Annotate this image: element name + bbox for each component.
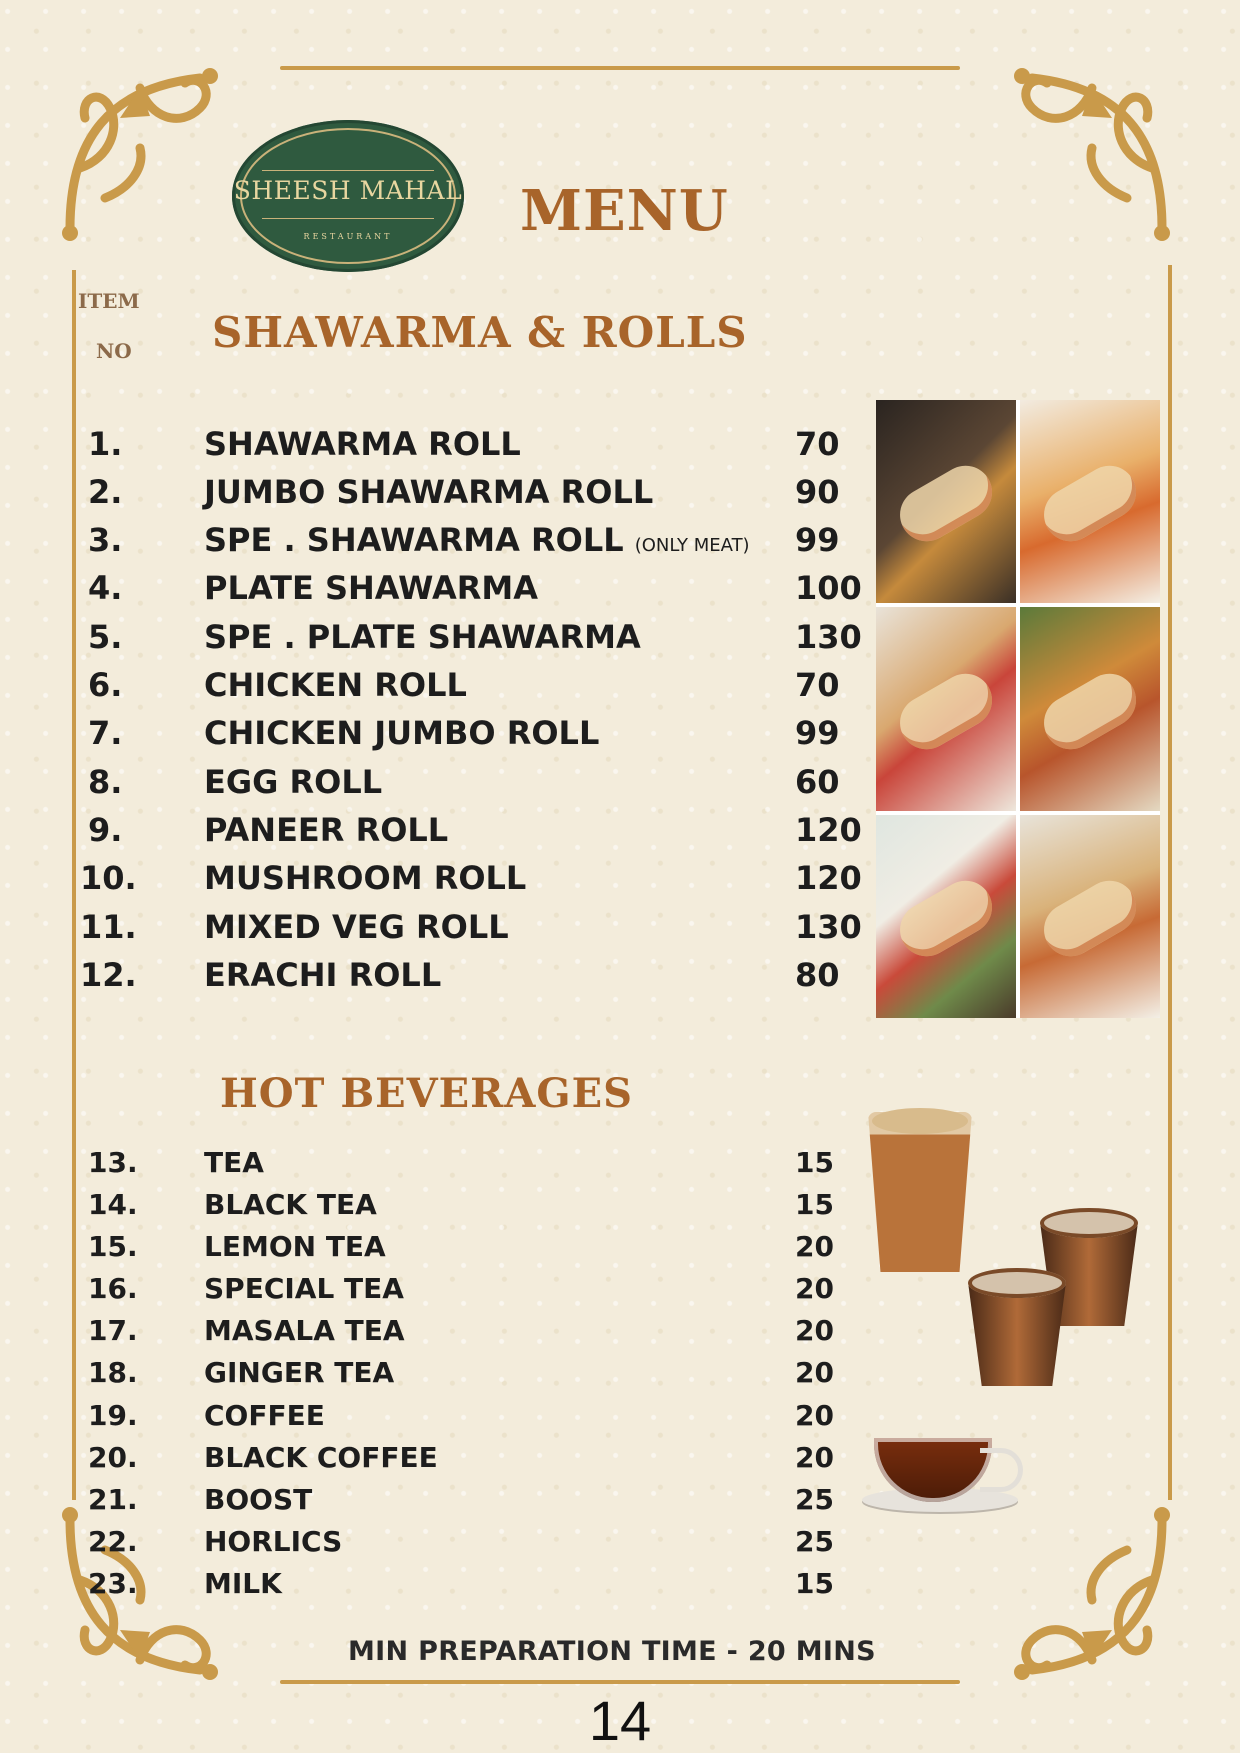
item-name bbox=[204, 811, 448, 849]
item-price: 20 bbox=[795, 1399, 834, 1432]
page-number: 14 bbox=[588, 1689, 652, 1752]
item-name: SPECIAL TEA bbox=[204, 1272, 404, 1305]
item-name bbox=[204, 908, 509, 946]
item-name bbox=[204, 569, 538, 607]
item-number: 16. bbox=[88, 1272, 138, 1305]
item-price: 130 bbox=[795, 908, 862, 946]
item-number: 1. bbox=[88, 425, 123, 463]
item-number: 8. bbox=[88, 763, 123, 801]
item-price: 130 bbox=[795, 618, 862, 656]
item-number: 15. bbox=[88, 1230, 138, 1263]
item-name: BLACK TEA bbox=[204, 1188, 377, 1221]
item-number: 18. bbox=[88, 1356, 138, 1389]
item-price: 70 bbox=[795, 425, 840, 463]
item-number: 9. bbox=[88, 811, 123, 849]
item-number: 22. bbox=[88, 1525, 138, 1558]
item-name-text: ERACHI ROLL bbox=[204, 956, 442, 994]
list-item bbox=[0, 1525, 1240, 1567]
item-price: 99 bbox=[795, 714, 840, 752]
item-name bbox=[204, 956, 441, 994]
item-number: 11. bbox=[80, 908, 137, 946]
item-name-text: SPE . SHAWARMA ROLL bbox=[204, 521, 635, 559]
preparation-time-note: MIN PREPARATION TIME - 20 MINS bbox=[348, 1636, 876, 1667]
item-price: 120 bbox=[795, 811, 862, 849]
tea-foam-icon bbox=[872, 1108, 968, 1134]
item-number: 6. bbox=[88, 666, 123, 704]
item-price: 15 bbox=[795, 1567, 834, 1600]
list-item bbox=[0, 1483, 1240, 1525]
item-name bbox=[204, 859, 526, 897]
corner-ornament-icon bbox=[982, 48, 1182, 248]
menu-title: MENU bbox=[520, 178, 729, 244]
item-number: 21. bbox=[88, 1483, 138, 1516]
item-number: 4. bbox=[88, 569, 123, 607]
food-photo bbox=[1020, 815, 1160, 1018]
section-title-shawarma-rolls: SHAWARMA & ROLLS bbox=[212, 308, 748, 357]
item-price: 25 bbox=[795, 1525, 834, 1558]
item-name: LEMON TEA bbox=[204, 1230, 386, 1263]
item-name: BOOST bbox=[204, 1483, 313, 1516]
food-photo bbox=[876, 815, 1016, 1018]
item-number: 23. bbox=[88, 1567, 138, 1600]
item-price: 15 bbox=[795, 1146, 834, 1179]
logo-tagline: RESTAURANT bbox=[303, 232, 393, 241]
item-price: 15 bbox=[795, 1188, 834, 1221]
tea-glass-icon bbox=[868, 1112, 972, 1272]
item-number: 7. bbox=[88, 714, 123, 752]
item-name: COFFEE bbox=[204, 1399, 325, 1432]
tea-tumbler-top-icon bbox=[1040, 1208, 1138, 1238]
corner-ornament-icon bbox=[50, 48, 250, 248]
item-name-text: SHAWARMA ROLL bbox=[204, 425, 521, 463]
item-price: 99 bbox=[795, 521, 840, 559]
food-photo bbox=[876, 607, 1016, 810]
item-name-text: JUMBO SHAWARMA ROLL bbox=[204, 473, 654, 511]
item-name-text: CHICKEN JUMBO ROLL bbox=[204, 714, 600, 752]
item-name bbox=[204, 521, 750, 559]
food-photo bbox=[1020, 607, 1160, 810]
item-name bbox=[204, 714, 599, 752]
item-price: 20 bbox=[795, 1272, 834, 1305]
food-photo bbox=[1020, 400, 1160, 603]
frame-bottom-border bbox=[280, 1680, 960, 1684]
section-title-hot-beverages: HOT BEVERAGES bbox=[220, 1070, 633, 1117]
item-name bbox=[204, 425, 521, 463]
item-price: 100 bbox=[795, 569, 862, 607]
item-price: 80 bbox=[795, 956, 840, 994]
item-price: 70 bbox=[795, 666, 840, 704]
logo-name: SHEESH MAHAL bbox=[233, 176, 463, 205]
item-number: 5. bbox=[88, 618, 123, 656]
item-number: 2. bbox=[88, 473, 123, 511]
list-item bbox=[0, 1146, 1240, 1188]
item-name-text: MUSHROOM ROLL bbox=[204, 859, 527, 897]
item-price: 25 bbox=[795, 1483, 834, 1516]
item-name-text: CHICKEN ROLL bbox=[204, 666, 467, 704]
item-name: HORLICS bbox=[204, 1525, 343, 1558]
restaurant-logo bbox=[232, 120, 464, 272]
item-no-header-line2: NO bbox=[96, 339, 132, 363]
item-number: 13. bbox=[88, 1146, 138, 1179]
frame-top-border bbox=[280, 66, 960, 70]
item-name-text: EGG ROLL bbox=[204, 763, 383, 801]
item-name: MILK bbox=[204, 1567, 282, 1600]
item-name: TEA bbox=[204, 1146, 264, 1179]
tea-tumbler-top-icon bbox=[968, 1268, 1066, 1298]
item-name: BLACK COFFEE bbox=[204, 1441, 438, 1474]
list-item bbox=[0, 1567, 1240, 1609]
item-price: 60 bbox=[795, 763, 840, 801]
item-no-header-line1: ITEM bbox=[78, 289, 140, 313]
item-name: MASALA TEA bbox=[204, 1314, 405, 1347]
item-number: 14. bbox=[88, 1188, 138, 1221]
item-price: 120 bbox=[795, 859, 862, 897]
item-name bbox=[204, 763, 382, 801]
item-price: 20 bbox=[795, 1230, 834, 1263]
item-number-column-header bbox=[78, 276, 140, 376]
item-note: (ONLY MEAT) bbox=[634, 535, 750, 556]
rolls-photo-collage bbox=[876, 400, 1160, 1018]
item-number: 3. bbox=[88, 521, 123, 559]
item-name-text: MIXED VEG ROLL bbox=[204, 908, 509, 946]
item-price: 20 bbox=[795, 1441, 834, 1474]
item-name bbox=[204, 473, 653, 511]
list-item bbox=[0, 1441, 1240, 1483]
item-number: 12. bbox=[80, 956, 137, 994]
list-item bbox=[0, 1399, 1240, 1441]
item-name bbox=[204, 618, 641, 656]
food-photo bbox=[876, 400, 1016, 603]
item-name-text: SPE . PLATE SHAWARMA bbox=[204, 618, 641, 656]
item-number: 10. bbox=[80, 859, 137, 897]
item-price: 20 bbox=[795, 1356, 834, 1389]
item-name bbox=[204, 666, 467, 704]
item-name-text: PANEER ROLL bbox=[204, 811, 449, 849]
item-price: 20 bbox=[795, 1314, 834, 1347]
item-number: 17. bbox=[88, 1314, 138, 1347]
item-number: 20. bbox=[88, 1441, 138, 1474]
item-name: GINGER TEA bbox=[204, 1356, 395, 1389]
tea-cup-handle-icon bbox=[980, 1448, 1023, 1492]
item-name-text: PLATE SHAWARMA bbox=[204, 569, 538, 607]
item-number: 19. bbox=[88, 1399, 138, 1432]
item-price: 90 bbox=[795, 473, 840, 511]
